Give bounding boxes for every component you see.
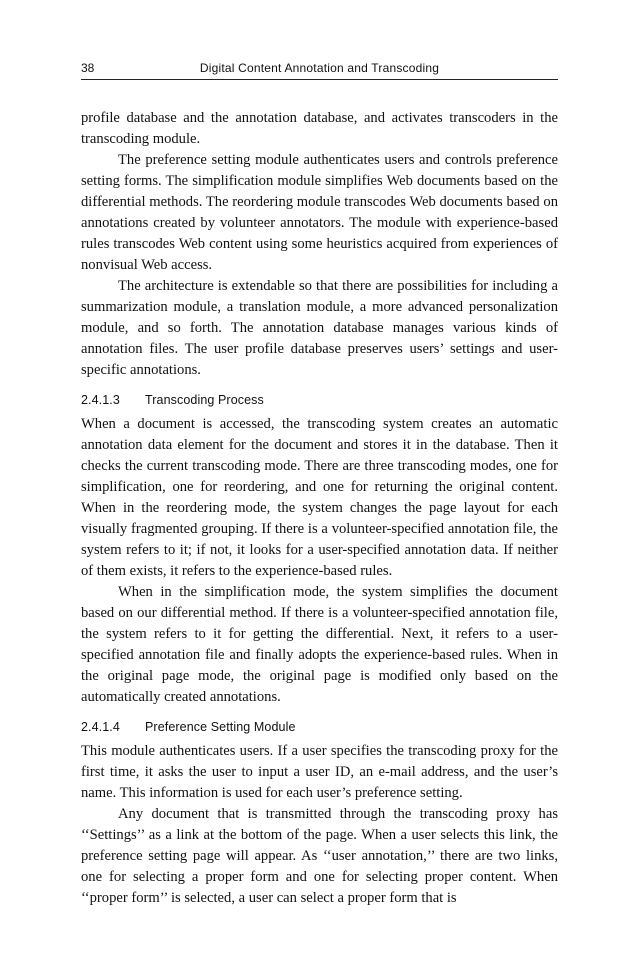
paragraph: The architecture is extendable so that there are possibilities for including a summarization module, a translation module, a more advanced personalization module, and so forth. The annotation database manages various kinds of annotation files. The user profile database preserves users’ settings and user-specific annotations. xyxy=(81,278,558,378)
paragraph: Any document that is transmitted through the transcoding proxy has ‘‘Settings’’ as a link at the bottom of the page. When a user selects this link, the preference setting page will appear. As ‘‘user annotation,’’ there are two links, one for selecting a proper form and one for selecting proper content. When ‘‘proper form’’ is selected, a user can select a proper form that is xyxy=(81,806,558,906)
body-text xyxy=(81,108,558,909)
section-title: Transcoding Process xyxy=(145,393,264,407)
paragraph: profile database and the annotation database, and activates transcoders in the transcoding module. xyxy=(81,110,558,147)
section-heading-preference-setting-module xyxy=(81,717,558,737)
section-title: Preference Setting Module xyxy=(145,720,296,734)
running-title: Digital Content Annotation and Transcoding xyxy=(199,61,440,75)
section-number: 2.4.1.3 xyxy=(81,393,120,407)
paragraph: The preference setting module authenticates users and controls preference setting forms. The simplification module simplifies Web documents based on the differential methods. The reordering module transcodes Web documents based on annotations created by volunteer annotators. The module with experience-based rules transcodes Web content using some heuristics acquired from experiences of nonvisual Web access. xyxy=(81,152,558,273)
paragraph: When in the simplification mode, the system simplifies the document based on our differential method. If there is a volunteer-specified annotation file, the system refers to it for getting the differential. Next, it refers to a user-specified annotation file and finally adopts the experience-based rules. When in the original page mode, the original page is modified only based on the automatically created annotations. xyxy=(81,584,558,705)
page-number: 38 xyxy=(81,61,95,75)
paragraph: This module authenticates users. If a user specifies the transcoding proxy for the first time, it asks the user to input a user ID, an e-mail address, and the user’s name. This information is used for each user’s preference setting. xyxy=(81,743,558,801)
running-header xyxy=(81,59,558,80)
section-heading-transcoding-process xyxy=(81,390,558,410)
section-number: 2.4.1.4 xyxy=(81,720,120,734)
paragraph: When a document is accessed, the transcoding system creates an automatic annotation data element for the document and stores it in the database. Then it checks the current transcoding mode. There are three transcoding modes, one for simplification, one for reordering, and one for returning the original content. When in the reordering mode, the system changes the page layout for each visually fragmented grouping. If there is a volunteer-specified annotation file, the system refers to it; if not, it looks for a user-specified annotation data. If neither of them exists, it refers to the experience-based rules. xyxy=(81,416,558,579)
